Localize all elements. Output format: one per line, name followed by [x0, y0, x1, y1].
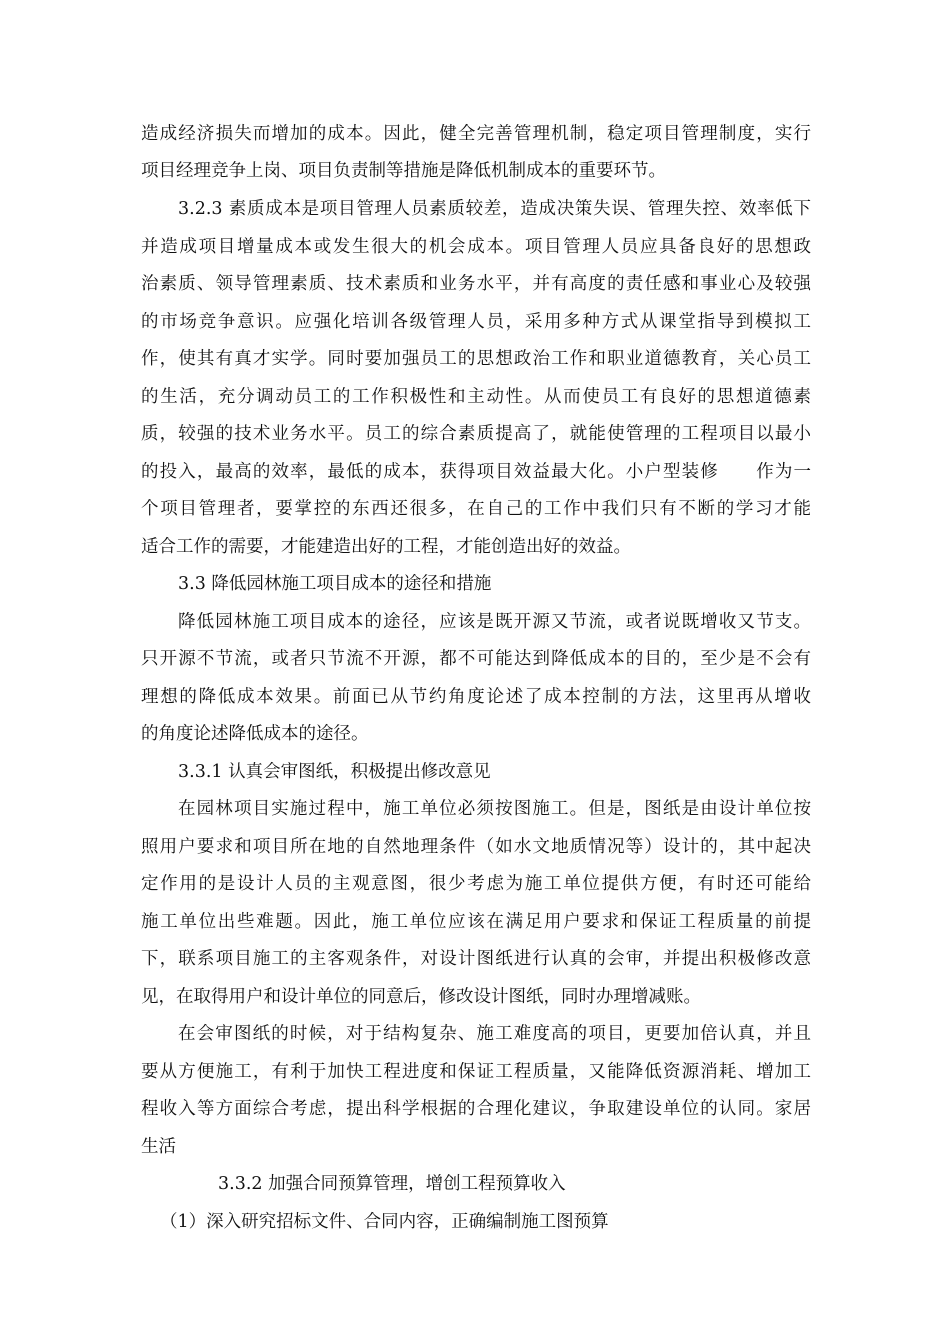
body-text-line: 只开源不节流，或者只节流不开源，都不可能达到降低成本的目的，至少是不会有: [141, 649, 811, 669]
body-text-line: 在园林项目实施过程中，施工单位必须按图施工。但是，图纸是由设计单位按: [178, 799, 811, 819]
body-text-line: 程收入等方面综合考虑，提出科学根据的合理化建议，争取建设单位的认同。家居: [141, 1099, 811, 1119]
body-text-line: 项目经理竞争上岗、项目负责制等措施是降低机制成本的重要环节。: [141, 161, 666, 181]
body-text-line: 个项目管理者，要掌控的东西还很多，在自己的工作中我们只有不断的学习才能: [141, 499, 811, 519]
body-text-line: 降低园林施工项目成本的途径，应该是既开源又节流，或者说既增收又节支。: [178, 612, 811, 632]
body-text-line: 治素质、领导管理素质、技术素质和业务水平，并有高度的责任感和事业心及较强: [141, 274, 811, 294]
body-text-line: 造成经济损失而增加的成本。因此，健全完善管理机制，稳定项目管理制度，实行: [141, 124, 811, 144]
body-text-line: 质，较强的技术业务水平。员工的综合素质提高了，就能使管理的工程项目以最小: [141, 424, 811, 444]
section-heading-3-3: 3.3 降低园林施工项目成本的途径和措施: [178, 574, 492, 594]
section-3-2-3-line: 3.2.3 素质成本是项目管理人员素质较差，造成决策失误、管理失控、效率低下: [178, 199, 811, 219]
body-text-line: 适合工作的需要，才能建造出好的工程，才能创造出好的效益。: [141, 537, 631, 557]
body-text-line: 理想的降低成本效果。前面已从节约角度论述了成本控制的方法，这里再从增收: [141, 687, 811, 707]
body-text-line: 的生活，充分调动员工的工作积极性和主动性。从而使员工有良好的思想道德素: [141, 387, 811, 407]
body-text-line: 下，联系项目施工的主客观条件，对设计图纸进行认真的会审，并提出积极修改意: [141, 949, 811, 969]
list-item-1: （1）深入研究招标文件、合同内容，正确编制施工图预算: [160, 1212, 609, 1232]
body-text-line: 并造成项目增量成本或发生很大的机会成本。项目管理人员应具备良好的思想政: [141, 237, 811, 257]
body-text-line: 在会审图纸的时候，对于结构复杂、施工难度高的项目，更要加倍认真，并且: [178, 1024, 811, 1044]
body-text-line: 生活: [141, 1137, 176, 1157]
body-text-line: 的角度论述降低成本的途径。: [141, 724, 369, 744]
section-heading-3-3-1: 3.3.1 认真会审图纸，积极提出修改意见: [178, 762, 491, 782]
body-text-line: 施工单位出些难题。因此，施工单位应该在满足用户要求和保证工程质量的前提: [141, 912, 811, 932]
body-text-line: 的投入，最高的效率，最低的成本，获得项目效益最大化。小户型装修 作为一: [141, 462, 811, 482]
body-text-line: 要从方便施工，有利于加快工程进度和保证工程质量，又能降低资源消耗、增加工: [141, 1062, 811, 1082]
body-text-line: 照用户要求和项目所在地的自然地理条件（如水文地质情况等）设计的，其中起决: [141, 837, 811, 857]
section-heading-3-3-2: 3.3.2 加强合同预算管理，增创工程预算收入: [218, 1174, 566, 1194]
body-text-line: 见，在取得用户和设计单位的同意后，修改设计图纸，同时办理增减账。: [141, 987, 701, 1007]
body-text-line: 的市场竞争意识。应强化培训各级管理人员，采用多种方式从课堂指导到模拟工: [141, 312, 811, 332]
body-text-line: 定作用的是设计人员的主观意图，很少考虑为施工单位提供方便，有时还可能给: [141, 874, 811, 894]
body-text-line: 作，使其有真才实学。同时要加强员工的思想政治工作和职业道德教育，关心员工: [141, 349, 811, 369]
